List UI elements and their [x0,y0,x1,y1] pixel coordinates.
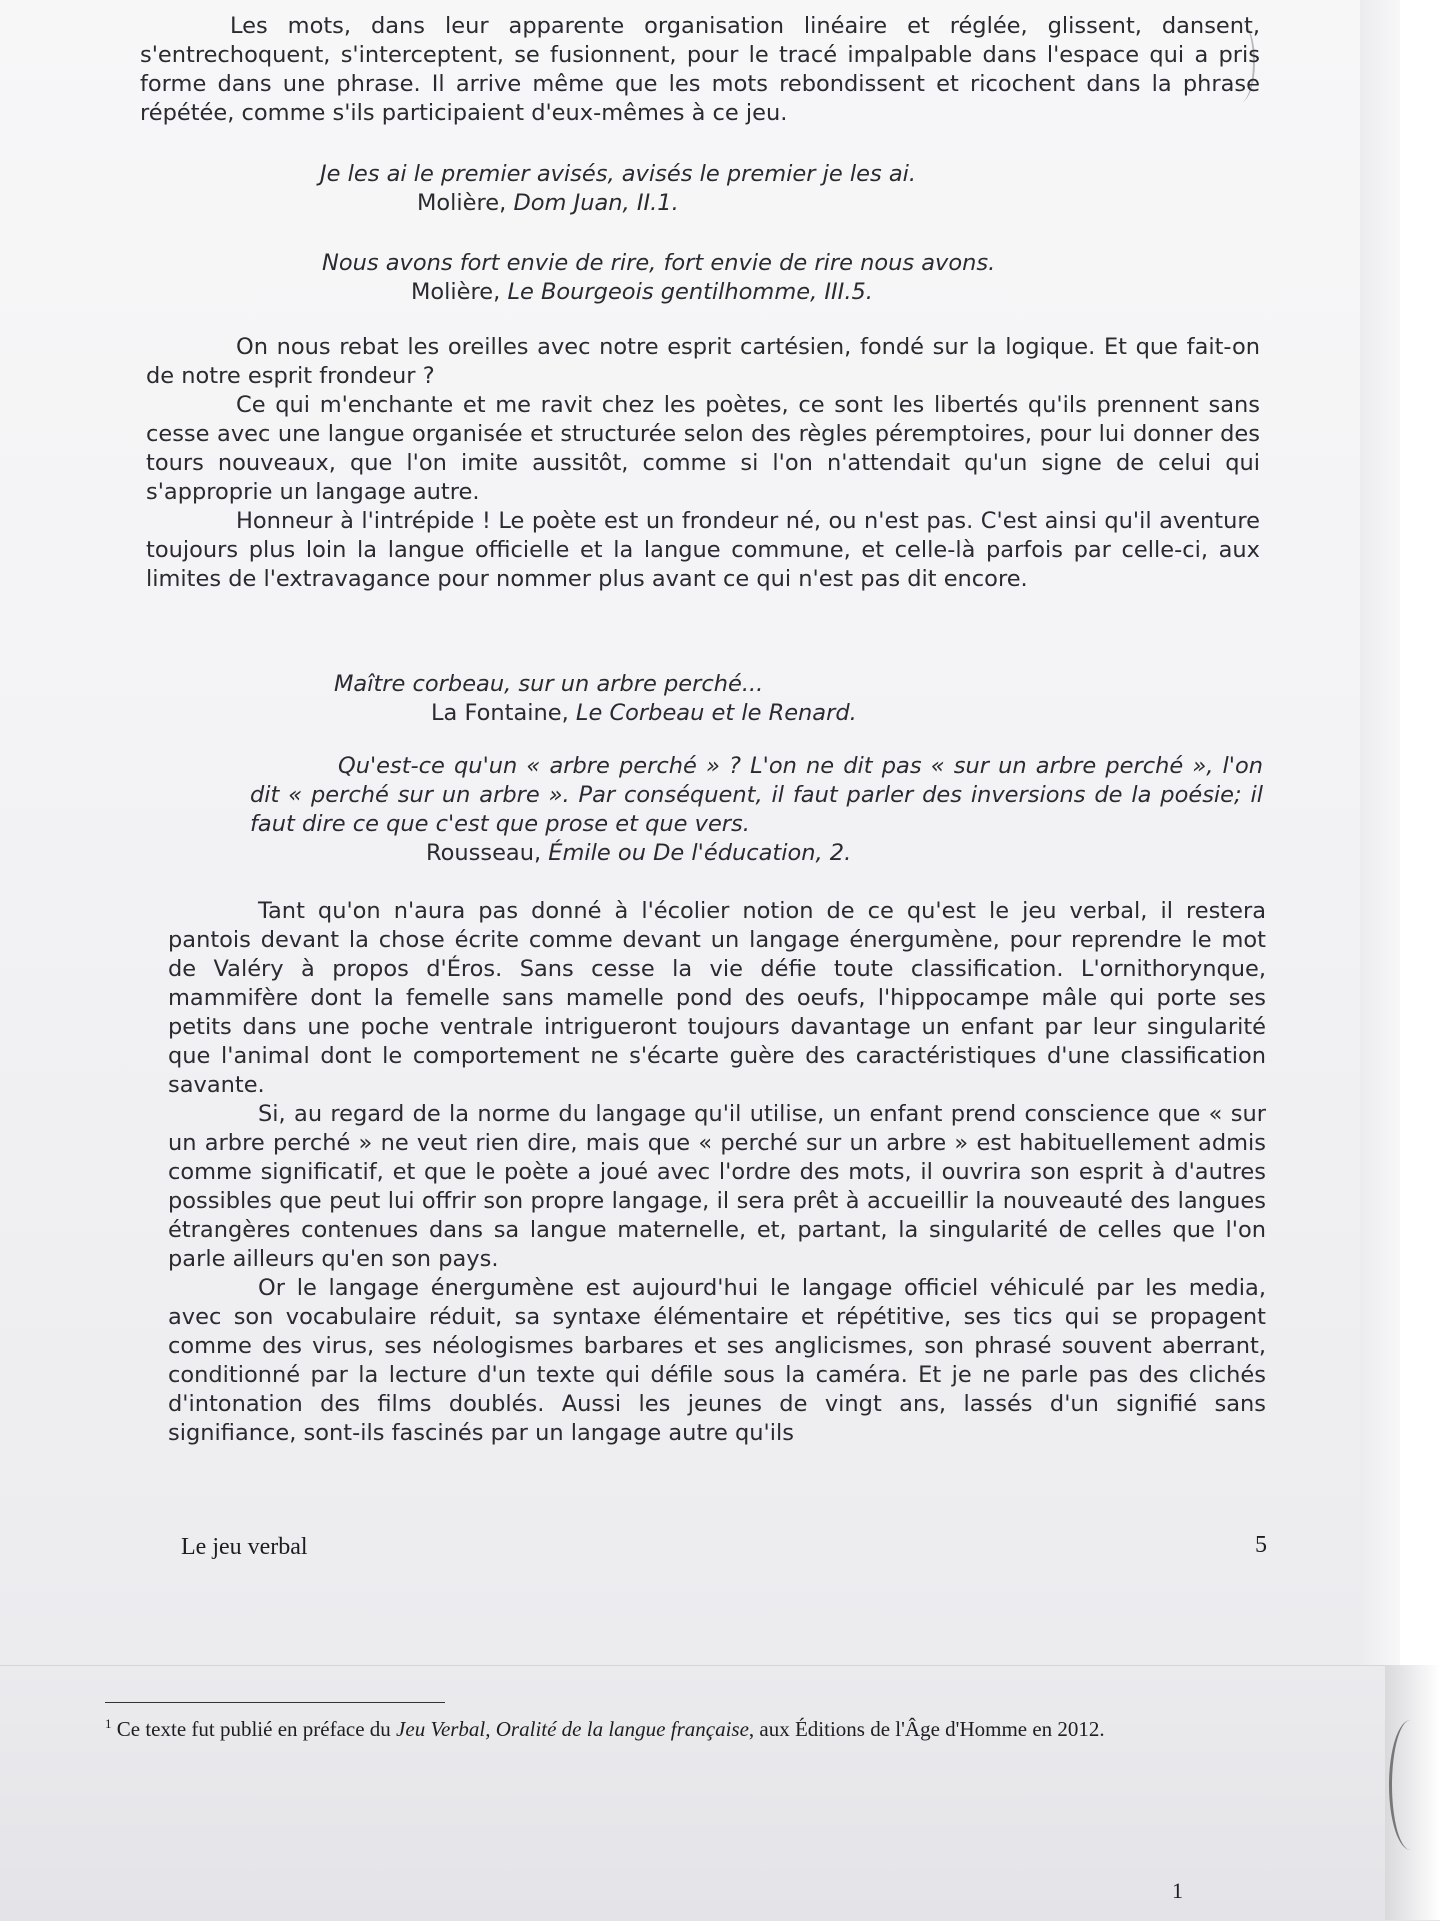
body-section-3 [168,897,1266,1448]
quote-citation [322,278,995,307]
running-footer-title: Le jeu verbal [181,1534,308,1560]
footnote-marker: 1 [105,1716,112,1731]
footnote [105,1712,1205,1741]
footnote-rule [105,1702,445,1703]
paragraph: Honneur à l'intrépide ! Le poète est un frondeur né, ou n'est pas. C'est ainsi qu'il aventure toujours plus loin la langue officielle et la langue commune, et celle-là parfois par celle-ci, aux limites de l'extravagance pour nommer plus avant ce qui n'est pas dit encore. [146,508,1260,592]
body-section-2 [146,333,1260,594]
citation-work: Le Bourgeois gentilhomme, III.5. [507,279,873,305]
binder-ring [1389,1720,1432,1850]
quote-text: Qu'est-ce qu'un « arbre perché » ? L'on ne dit pas « sur un arbre perché », l'on dit « perché sur un arbre ». Par conséquent, il faut parler des inversions de la poésie; il faut dire ce que c'est que prose et que vers. [250,753,1263,837]
paragraph: On nous rebat les oreilles avec notre esprit cartésien, fondé sur la logique. Et que fait-on de notre esprit frondeur ? [146,334,1260,389]
footnote-work: Jeu Verbal, Oralité de la langue française [396,1717,749,1741]
paragraph: Les mots, dans leur apparente organisation linéaire et réglée, glissent, dansent, s'entrechoquent, s'interceptent, se fusionnent, pour le tracé impalpable dans l'espace qui a pris forme dans une phrase. Il arrive même que les mots rebondissent et ricochent dans la phrase répétée, comme s'ils participaient d'eux-mêmes à ce jeu. [140,13,1260,126]
quote-citation [320,189,916,218]
citation-work: Émile ou De l'éducation, 2. [548,840,852,866]
paragraph: Tant qu'on n'aura pas donné à l'écolier notion de ce qu'est le jeu verbal, il restera pantois devant la chose écrite comme devant un langage énergumène, pour reprendre le mot de Valéry à propos d'Éros. Sans cesse la vie défie toute classification. L'ornithorynque, mammifère dont la femelle sans mamelle pond des oeufs, l'hippocampe mâle qui porte ses petits dans une poche ventrale intrigueront toujours davantage un enfant par leur singularité que l'animal dont le comportement ne s'écarte guère des caractéristiques d'une classification savante. [168,898,1266,1098]
epigraph-quote-1 [320,160,916,218]
page-number: 5 [1255,1532,1267,1558]
paragraph: Ce qui m'enchante et me ravit chez les poètes, ce sont les libertés qu'ils prennent sans cesse avec une langue organisée et structurée selon des règles péremptoires, pour lui donner des tours nouveaux, que l'on imite aussitôt, comme si l'on n'attendait qu'un signe de celui qui s'approprie un langage autre. [146,392,1260,505]
citation-author: Molière, [417,190,514,216]
citation-author: Rousseau, [426,840,549,866]
quote-text: Je les ai le premier avisés, avisés le premier je les ai. [320,161,917,187]
underlying-page-number: 1 [1172,1878,1183,1903]
footnote-text-after: , aux Éditions de l'Âge d'Homme en 2012. [748,1717,1105,1741]
paragraph: Si, au regard de la norme du langage qu'il utilise, un enfant prend conscience que « sur un arbre perché » ne veut rien dire, mais que « perché sur un arbre » est habituellement admis comme significatif, et que le poète a joué avec l'ordre des mots, il ouvrira son esprit à d'autres possibles que peut lui offrir son propre langage, il sera prêt à accueillir la nouveauté des langues étrangères contenues dans sa langue maternelle, et, partant, la singularité de celles que l'on parle ailleurs qu'en son pays. [168,1101,1266,1272]
paragraph: Or le langage énergumène est aujourd'hui le langage officiel véhiculé par les media, avec son vocabulaire réduit, sa syntaxe élémentaire et répétitive, ses tics qui se propagent comme des virus, ses néologismes barbares et ses anglicismes, son phrasé souvent aberrant, conditionné par la lecture d'un texte qui défile sous la caméra. Et je ne parle pas des clichés d'intonation des films doublés. Aussi les jeunes de vingt ans, lassés d'un signifié sans signifiance, sont-ils fascinés par un langage autre qu'ils [168,1275,1266,1446]
quote-text: Nous avons fort envie de rire, fort envie de rire nous avons. [322,250,996,276]
quote-citation [334,699,857,728]
page-right-edge [1360,0,1400,1665]
underlying-page-sheet [0,1665,1440,1921]
quote-text: Maître corbeau, sur un arbre perché... [334,671,764,697]
epigraph-quote-3 [334,670,857,728]
citation-work: Le Corbeau et le Renard. [575,700,857,726]
body-section-1 [140,12,1260,128]
footnote-text-before: Ce texte fut publié en préface du [111,1717,397,1741]
epigraph-quote-4 [250,752,1263,868]
quote-citation [250,839,1263,868]
citation-work: Dom Juan, II.1. [513,190,679,216]
epigraph-quote-2 [322,249,995,307]
citation-author: Molière, [411,279,508,305]
citation-author: La Fontaine, [431,700,576,726]
